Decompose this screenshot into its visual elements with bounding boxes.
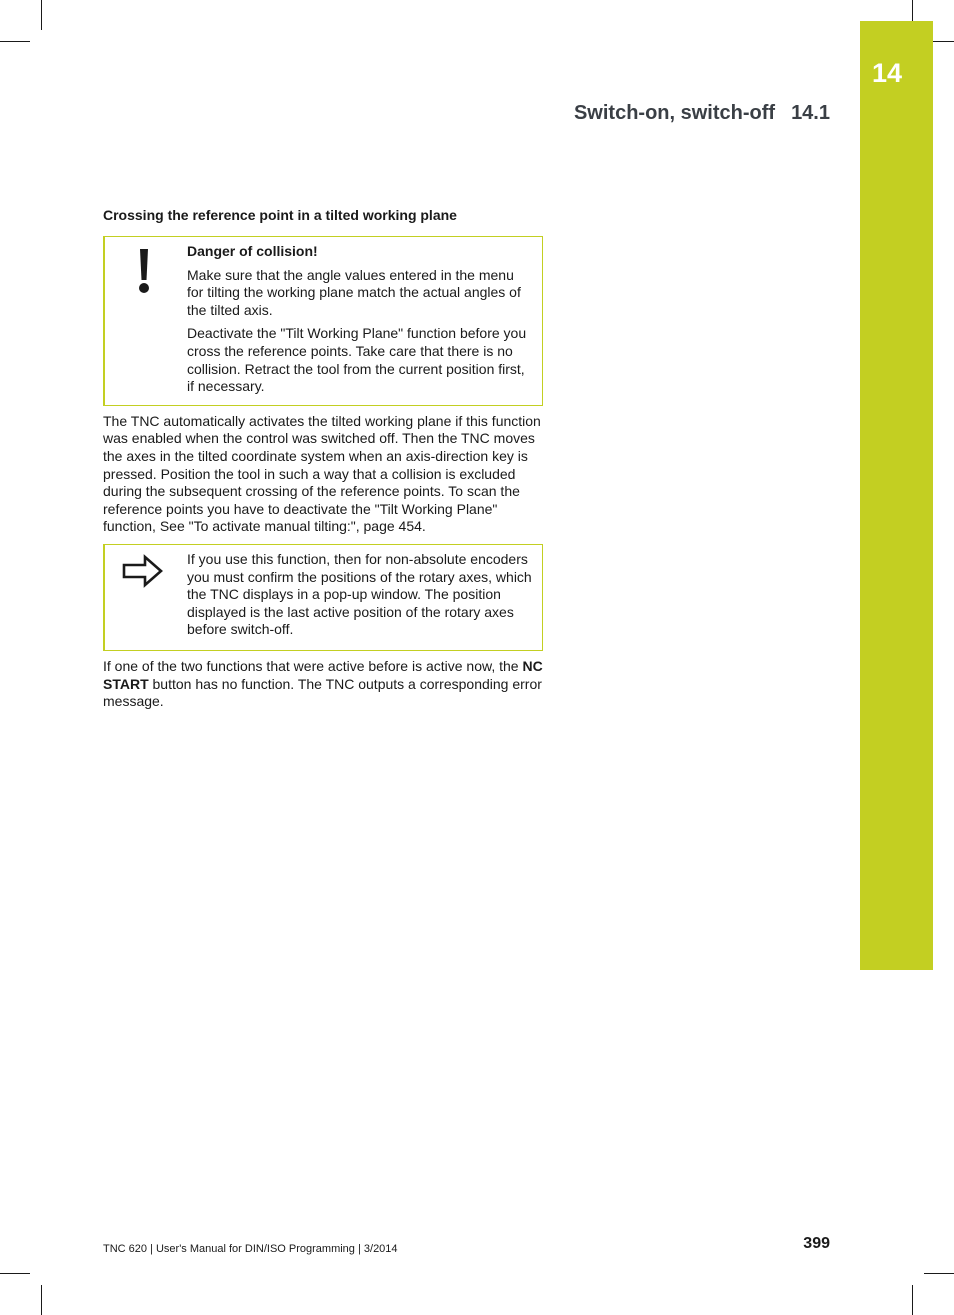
header-title: Switch-on, switch-off [573, 102, 776, 124]
warning-paragraph: Make sure that the angle values entered in the menu for tilting the working plane match the actual angles of the tilted axis. [187, 266, 521, 318]
crop-mark [41, 1285, 42, 1315]
main-content [103, 206, 543, 719]
info-paragraph: If you use this function, then for non-absolute encoders you must confirm the positions of the rotary axes, which the TNC displays in a pop-up window. The position displayed is the last active position of the rotary axes before switch-off. [187, 550, 532, 638]
info-box [103, 544, 543, 651]
body-paragraph: The TNC automatically activates the tilted working plane if this function was enabled when the control was switched off. Then the TNC moves the axes in the tilted coordinate system when an axis-direction key is pressed. Position the tool in such a way that a collision is excluded during the subsequent crossing of the reference points. To scan the reference points you have to deactivate the "Tilt Working Plane" function, See "To activate manual tilting:", page 454. [103, 412, 541, 535]
body-text-fragment: button has no function. The TNC outputs a corresponding error message. [103, 675, 542, 710]
running-header [574, 102, 830, 125]
crop-mark [0, 1273, 30, 1274]
header-section-number: 14.1 [791, 102, 830, 124]
warning-icon-cell [104, 237, 186, 405]
chapter-number: 14 [872, 58, 903, 88]
body-paragraph [103, 658, 543, 711]
warning-paragraph: Deactivate the "Tilt Working Plane" function before you cross the reference points. Take care that there is no collision. Retract the tool from the current position first, if necessary. [187, 325, 527, 395]
info-icon-cell [104, 545, 186, 650]
crop-mark [0, 41, 30, 42]
warning-title: Danger of collision! [187, 243, 318, 259]
arrow-right-icon [121, 554, 165, 588]
body-text-fragment: If one of the two functions that were active before is active now, the [103, 657, 523, 674]
crop-mark [41, 0, 42, 30]
crop-mark [924, 1273, 954, 1274]
nc-start-keyword: NC START [103, 657, 543, 692]
page-number: 399 [803, 1235, 830, 1252]
section-heading: Crossing the reference point in a tilted working plane [103, 207, 457, 223]
chapter-tab [860, 21, 933, 970]
footer-text: TNC 620 | User's Manual for DIN/ISO Programming | 3/2014 [103, 1243, 398, 1255]
crop-mark [912, 1285, 913, 1315]
exclamation-icon [134, 247, 154, 297]
warning-box [103, 236, 543, 406]
